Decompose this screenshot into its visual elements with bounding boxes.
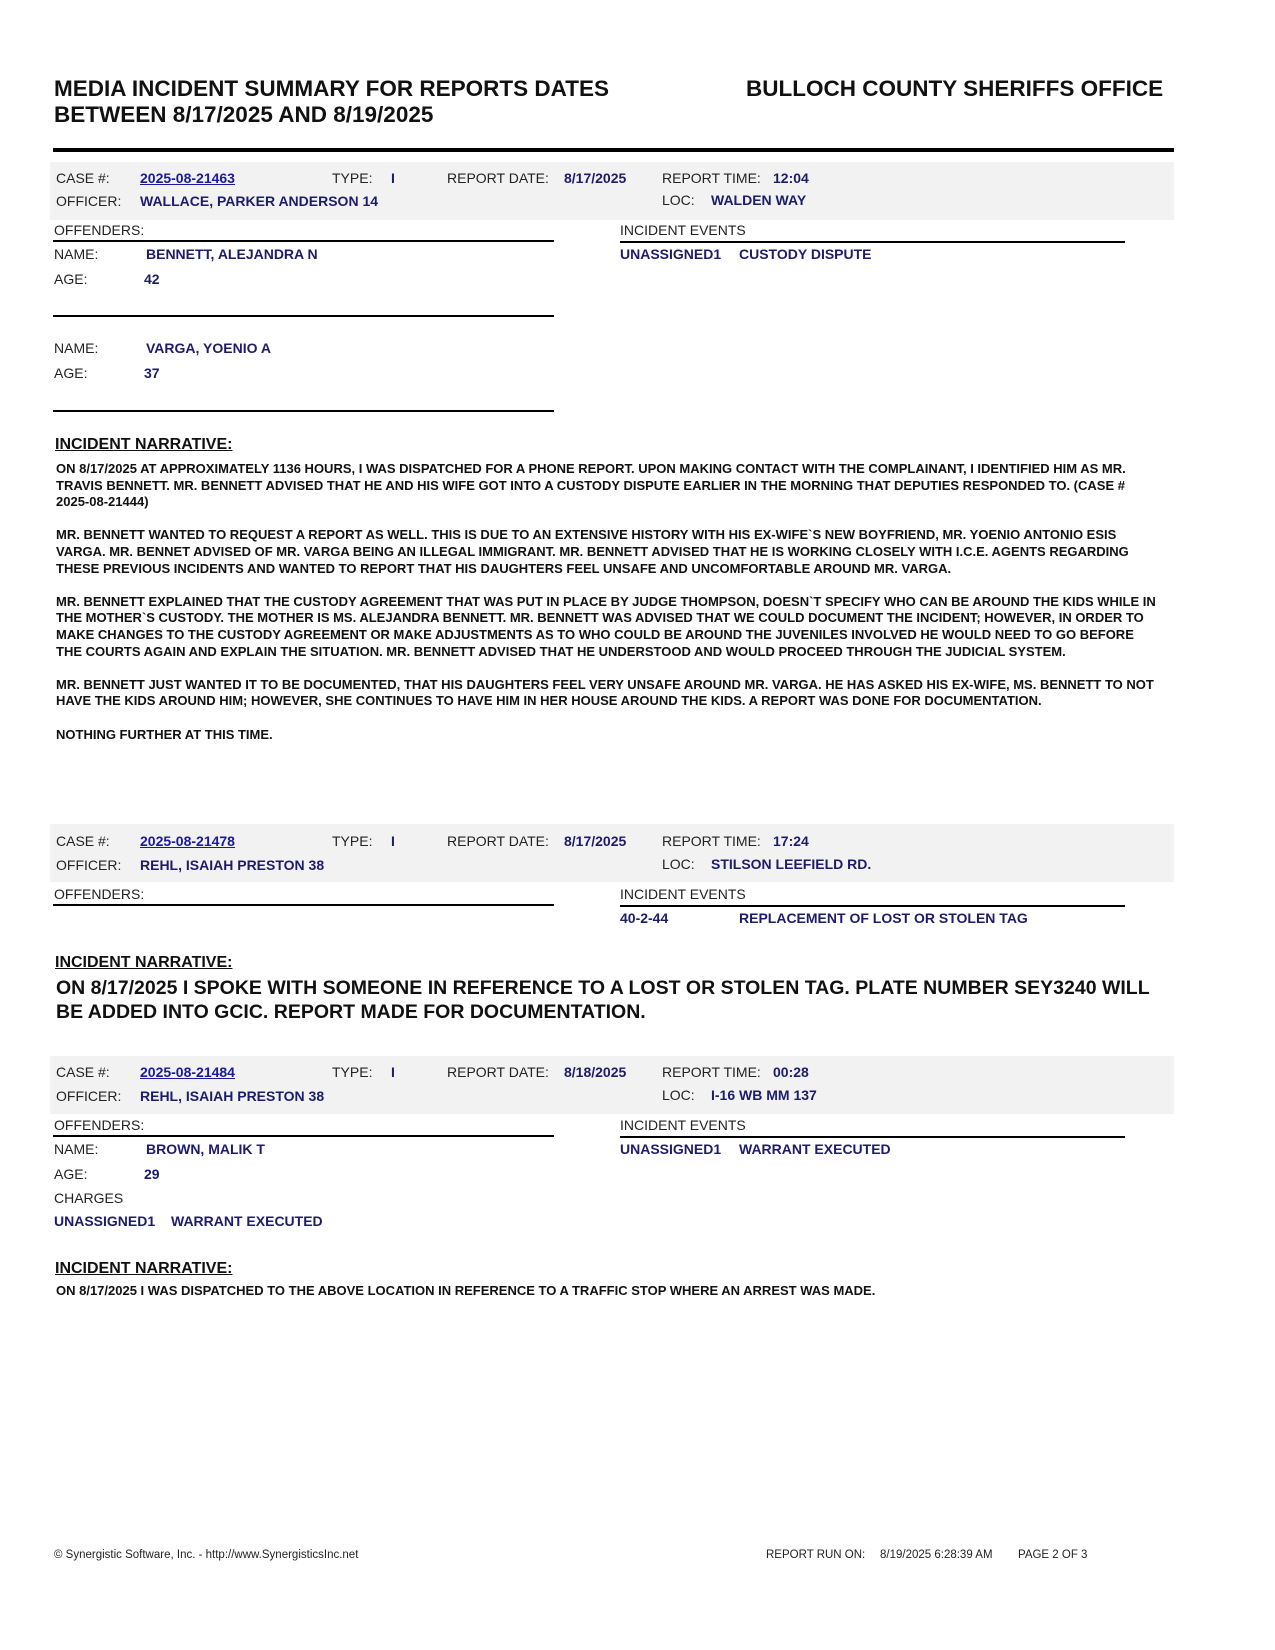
case-label: CASE #: [56, 170, 110, 186]
officer-value: REHL, ISAIAH PRESTON 38 [140, 1088, 325, 1104]
age-label: AGE: [54, 365, 88, 381]
report-time-label: REPORT TIME: [662, 1064, 761, 1080]
officer-label: OFFICER: [56, 857, 122, 873]
event-description: WARRANT EXECUTED [739, 1141, 891, 1157]
narrative-paragraph: MR. BENNETT WANTED TO REQUEST A REPORT AS WELL. THIS IS DUE TO AN EXTENSIVE HISTORY WITH HIS EX-WIFE`S NEW BOYFRIEND, MR. YOENIO ANTONIO ESIS VARGA. MR. BENNET ADVISED OF MR. VARGA BEING AN ILLEGAL IMMIGRANT. MR. BENNETT ADVISED THAT HE IS WORKING CLOSELY WITH I.C.E. AGENTS REGARDING THESE PREVIOUS INCIDENTS AND WANTED TO REPORT THAT HIS DAUGHTERS FEEL UNSAFE AND UNCOMFORTABLE AROUND MR. VARGA. [56, 527, 1129, 576]
header-divider [53, 148, 1174, 152]
officer-value: WALLACE, PARKER ANDERSON 14 [140, 193, 379, 209]
case-number-link[interactable]: 2025-08-21484 [140, 1064, 235, 1080]
agency-name: BULLOCH COUNTY SHERIFFS OFFICE [746, 76, 1164, 101]
footer-copyright: © Synergistic Software, Inc. - http://www.SynergisticsInc.net [54, 1549, 359, 1561]
age-label: AGE: [54, 1166, 88, 1182]
event-description: REPLACEMENT OF LOST OR STOLEN TAG [739, 910, 1028, 926]
officer-value: REHL, ISAIAH PRESTON 38 [140, 857, 325, 873]
event-code: UNASSIGNED1 [620, 1141, 722, 1157]
report-title-line2: BETWEEN 8/17/2025 AND 8/19/2025 [54, 102, 434, 127]
footer-page-number: PAGE 2 OF 3 [1018, 1549, 1088, 1561]
charge-description: WARRANT EXECUTED [171, 1213, 323, 1229]
event-code: 40-2-44 [620, 910, 669, 926]
offenders-divider [53, 904, 554, 906]
loc-label: LOC: [662, 192, 695, 208]
report-date-value: 8/18/2025 [564, 1064, 627, 1080]
offenders-label: OFFENDERS: [54, 1117, 145, 1133]
offender-name: BENNETT, ALEJANDRA N [146, 246, 318, 262]
events-divider [620, 241, 1125, 243]
offenders-divider [53, 240, 554, 242]
narrative-heading: INCIDENT NARRATIVE: [55, 436, 233, 453]
narrative-heading: INCIDENT NARRATIVE: [55, 1260, 233, 1277]
loc-value: I-16 WB MM 137 [711, 1087, 817, 1103]
offender-age: 37 [144, 365, 160, 381]
report-date-label: REPORT DATE: [447, 1064, 549, 1080]
loc-label: LOC: [662, 1087, 695, 1103]
narrative-text [56, 461, 1156, 760]
case-label: CASE #: [56, 1064, 110, 1080]
report-date-value: 8/17/2025 [564, 170, 627, 186]
events-divider [620, 905, 1125, 907]
type-value: I [391, 833, 395, 849]
offender-separator [53, 410, 554, 412]
offender-name: VARGA, YOENIO A [146, 340, 271, 356]
charges-label: CHARGES [54, 1190, 124, 1206]
type-value: I [391, 1064, 395, 1080]
report-title [54, 76, 609, 128]
offenders-divider [53, 1135, 554, 1137]
type-label: TYPE: [332, 1064, 373, 1080]
footer-run-label: REPORT RUN ON: [766, 1549, 866, 1561]
type-value: I [391, 170, 395, 186]
footer-run-value: 8/19/2025 6:28:39 AM [880, 1549, 993, 1561]
case-number-link[interactable]: 2025-08-21478 [140, 833, 235, 849]
incident-events-label: INCIDENT EVENTS [620, 1117, 746, 1133]
case-label: CASE #: [56, 833, 110, 849]
name-label: NAME: [54, 246, 99, 262]
offender-age: 42 [144, 271, 160, 287]
report-date-value: 8/17/2025 [564, 833, 627, 849]
offender-separator [53, 315, 554, 317]
report-title-line1: MEDIA INCIDENT SUMMARY FOR REPORTS DATES [54, 76, 610, 101]
events-divider [620, 1136, 1125, 1138]
narrative-paragraph: ON 8/17/2025 AT APPROXIMATELY 1136 HOURS, I WAS DISPATCHED FOR A PHONE REPORT. UPON MAKING CONTACT WITH THE COMPLAINANT, I IDENTIFIED HIM AS MR. TRAVIS BENNETT. MR. BENNETT ADVISED THAT HE AND HIS WIFE GOT INTO A CUSTODY DISPUTE EARLIER IN THE MORNING THAT DEPUTIES RESPONDED TO. (CASE # 2025-08-21444) [56, 461, 1126, 510]
offenders-label: OFFENDERS: [54, 222, 145, 238]
case-number-link[interactable]: 2025-08-21463 [140, 170, 235, 186]
offender-age: 29 [144, 1166, 160, 1182]
type-label: TYPE: [332, 833, 373, 849]
offender-name: BROWN, MALIK T [146, 1141, 265, 1157]
report-date-label: REPORT DATE: [447, 170, 549, 186]
narrative-text: ON 8/17/2025 I WAS DISPATCHED TO THE ABOVE LOCATION IN REFERENCE TO A TRAFFIC STOP WHERE AN ARREST WAS MADE. [56, 1283, 876, 1298]
narrative-paragraph: MR. BENNETT JUST WANTED IT TO BE DOCUMENTED, THAT HIS DAUGHTERS FEEL VERY UNSAFE AROUND MR. VARGA. HE HAS ASKED HIS EX-WIFE, MS. BENNETT TO NOT HAVE THE KIDS AROUND HIM; HOWEVER, SHE CONTINUES TO HAVE HIM IN HER HOUSE AROUND THE KIDS. A REPORT WAS DONE FOR DOCUMENTATION. [56, 676, 1154, 709]
narrative-text: ON 8/17/2025 I SPOKE WITH SOMEONE IN REFERENCE TO A LOST OR STOLEN TAG. PLATE NUMBER SEY3240 WILL BE ADDED INTO GCIC. REPORT MADE FOR DOCUMENTATION. [56, 977, 1150, 1023]
age-label: AGE: [54, 271, 88, 287]
report-time-value: 17:24 [773, 833, 809, 849]
offenders-label: OFFENDERS: [54, 886, 145, 902]
officer-label: OFFICER: [56, 1088, 122, 1104]
narrative-paragraph: NOTHING FURTHER AT THIS TIME. [56, 726, 273, 742]
incident-events-label: INCIDENT EVENTS [620, 222, 746, 238]
officer-label: OFFICER: [56, 193, 122, 209]
narrative-heading: INCIDENT NARRATIVE: [55, 954, 233, 971]
name-label: NAME: [54, 340, 99, 356]
loc-value: STILSON LEEFIELD RD. [711, 856, 872, 872]
event-description: CUSTODY DISPUTE [739, 246, 872, 262]
name-label: NAME: [54, 1141, 99, 1157]
report-time-value: 00:28 [773, 1064, 809, 1080]
report-date-label: REPORT DATE: [447, 833, 549, 849]
narrative-paragraph: MR. BENNETT EXPLAINED THAT THE CUSTODY AGREEMENT THAT WAS PUT IN PLACE BY JUDGE THOMPSON, DOESN`T SPECIFY WHO CAN BE AROUND THE KIDS WHILE IN THE MOTHER`S CUSTODY. THE MOTHER IS MS. ALEJANDRA BENNETT. MR. BENNETT WAS ADVISED THAT WE COULD DOCUMENT THE INCIDENT; HOWEVER, IN ORDER TO MAKE CHANGES TO THE CUSTODY AGREEMENT OR MAKE ADJUSTMENTS AS TO WHO COULD BE AROUND THE JUVENILES INVOLVED HE WOULD NEED TO GO BEFORE THE COURTS AGAIN AND EXPLAIN THE SITUATION. MR. BENNETT ADVISED THAT HE UNDERSTOOD AND WOULD PROCEED THROUGH THE JUDICIAL SYSTEM. [56, 593, 1156, 659]
report-time-label: REPORT TIME: [662, 170, 761, 186]
incident-events-label: INCIDENT EVENTS [620, 886, 746, 902]
charge-code: UNASSIGNED1 [54, 1213, 156, 1229]
event-code: UNASSIGNED1 [620, 246, 722, 262]
report-time-label: REPORT TIME: [662, 833, 761, 849]
loc-label: LOC: [662, 856, 695, 872]
type-label: TYPE: [332, 170, 373, 186]
report-time-value: 12:04 [773, 170, 809, 186]
loc-value: WALDEN WAY [711, 192, 807, 208]
